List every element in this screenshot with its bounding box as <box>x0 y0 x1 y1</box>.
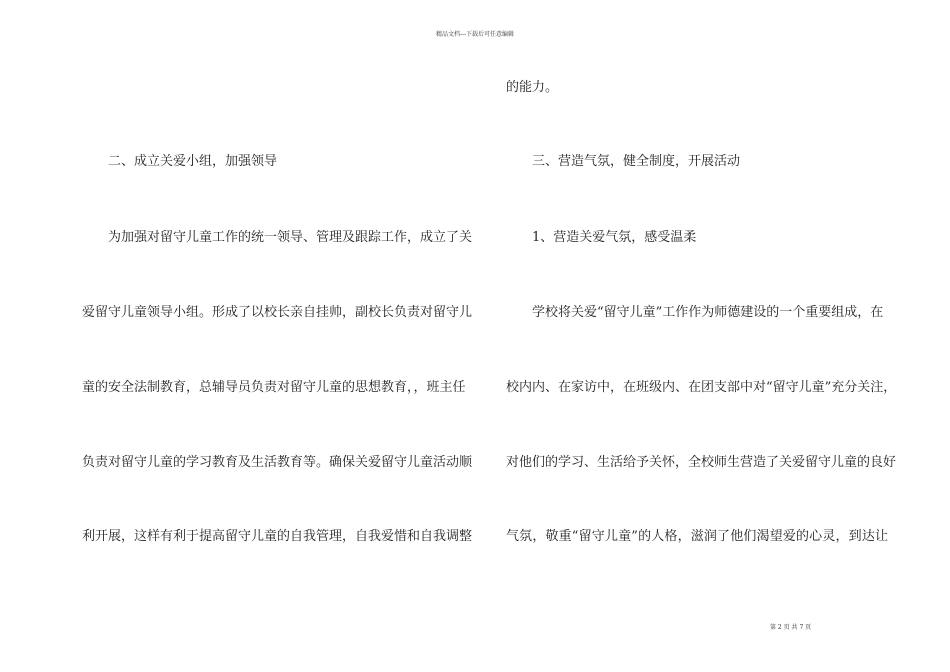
paragraph-line: 为加强对留守儿童工作的统一领导、管理及跟踪工作，成立了关 <box>108 230 473 245</box>
section-heading-3: 三、营造气氛，健全制度，开展活动 <box>532 154 741 169</box>
paragraph-line: 负责对留守儿童的学习教育及生活教育等。确保关爱留守儿童活动顺 <box>82 455 473 470</box>
section-heading-2: 二、成立关爱小组，加强领导 <box>108 154 278 169</box>
paragraph-line: 爱留守儿童领导小组。形成了以校长亲自挂帅，副校长负责对留守儿 <box>82 305 473 320</box>
paragraph-line: 童的安全法制教育，总辅导员负责对留守儿童的思想教育，，班主任 <box>82 380 466 395</box>
paragraph-line: 气氛，敬重“留守儿童”的人格，滋润了他们渴望爱的心灵，到达让 <box>506 529 888 544</box>
paragraph-line: 校内内、在家访中，在班级内、在团支部中对“留守儿童”充分关注， <box>506 380 897 395</box>
right-column <box>506 0 896 672</box>
paragraph-line: 利开展，这样有利于提高留守儿童的自我管理，自我爱惜和自我调整 <box>82 529 473 544</box>
paragraph-line: 学校将关爱“留守儿童”工作作为师德建设的一个重要组成，在 <box>532 305 884 320</box>
paragraph-line: 的能力。 <box>506 80 559 95</box>
paragraph-line: 对他们的学习、生活给予关怀，全校师生营造了关爱留守儿童的良好 <box>506 455 897 470</box>
page-number: 第 2 页 共 7 页 <box>770 624 812 631</box>
subsection-heading-1: 1、营造关爱气氛，感受温柔 <box>532 230 697 245</box>
left-column <box>82 0 473 672</box>
page-header: 精品文档---下载后可任意编辑 <box>435 31 515 38</box>
